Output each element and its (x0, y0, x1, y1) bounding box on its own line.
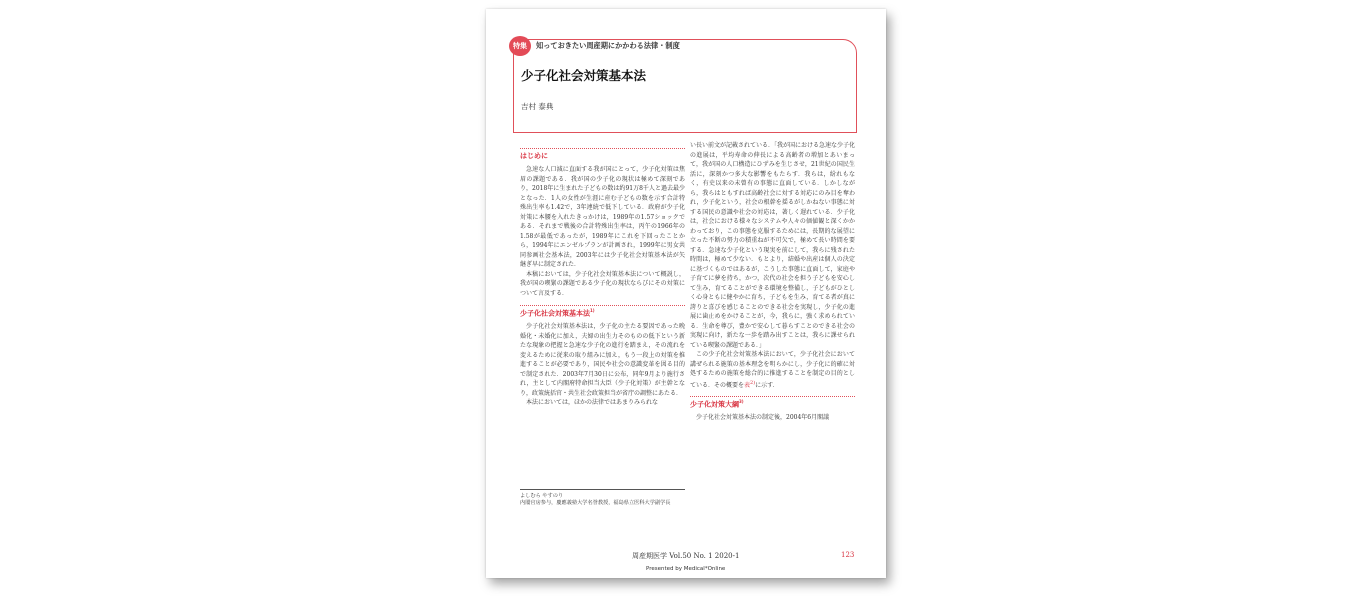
document-page (486, 9, 886, 578)
right-column (690, 141, 855, 423)
section-heading-outline: 少子化対策大綱$^{3)}$ (690, 396, 855, 409)
section-heading-intro: はじめに (520, 148, 685, 161)
title-box (513, 39, 857, 133)
paragraph: 本法においては，ほかの法律ではあまりみられな (526, 399, 659, 407)
paragraph: この少子化社会対策基本法において，少子化社会において講ぜられる施策の基本理念を明らかにし，少子化に的確に対処するための施策を総合的に推進することを制定の目的としている．その概要を表$^{2)}$に示す． (690, 351, 855, 389)
paragraph: 本稿においては，少子化社会対策基本法について概説し，我が国の喫緊の課題である少子化の現状ならびにその対策について言及する． (520, 270, 685, 297)
author-affiliation: 内閣官房参与，慶應義塾大学名誉教授，福島県立医科大学副学長 (520, 499, 671, 506)
left-column (520, 145, 685, 408)
paragraph: 急速な人口減に直面する我が国にとって，少子化対策は焦眉の課題である．我が国の少子化の現状は極めて深刻であり，2018年に生まれた子どもの数は約91万8千人と過去最少となった．1人の女性が生涯に産む子どもの数を示す合計特殊出生率も1.42で，3年連続で低下している．政府が少子化対策に本腰を入れたきっかけは，1989年の1.57ショックである．それまで戦後の合計特殊出生率は，丙午の1966年の1.58が最低であったが，1989年にこれを下回ったことから，1994年にエンゼルプランが計画され，1999年に男女共同参画社会基本法，2003年には少子化社会対策基本法が矢継ぎ早に制定された． (520, 166, 685, 268)
paragraph: 少子化社会対策基本法の制定後，2004年6月閣議 (696, 414, 830, 422)
paragraph: い長い前文が記載されている．「我が国における急速な少子化の進展は，平均寿命の伸長による高齢者の増加とあいまって，我が国の人口構造にひずみを生じさせ，21世紀の国民生活に，深刻かつ多大な影響をもたらす．我らは，紛れもなく，有史以来の未曾有の事態に直面している．しかしながら，我らはともすれば高齢社会に対する対応にのみ目を奪われ，少子化という，社会の根幹を揺るがしかねない事態に対する国民の意識や社会の対応は，著しく遅れている．少子化は，社会における様々なシステムや人々の価値観と深くかかわっており，この事態を克服するためには，長期的な展望に立った不断の努力の積重ねが不可欠で，極めて長い時間を要する．急速な少子化という現実を前にして，我らに残された時間は，極めて少ない．もとより，結婚や出産は個人の決定に基づくものではあるが，こうした事態に直面して，家庭や子育てに夢を持ち，かつ，次代の社会を担う子どもを安心して生み，育てることができる環境を整備し，子どもがひとしく心身ともに健やかに育ち，子どもを生み，育てる者が真に誇りと喜びを感じることのできる社会を実現し，少子化の進展に歯止めをかけることが，今，我らに，強く求められている．生命を尊び，豊かで安心して暮らすことのできる社会の実現に向け，新たな一歩を踏み出すことは，我らに課せられている喫緊の課題である．」 (690, 142, 856, 349)
author-reading: よしむら やすのり (520, 493, 564, 499)
article-title: 少子化社会対策基本法 (521, 68, 647, 83)
author-footnote (520, 489, 685, 506)
journal-info: 周産期医学 Vol.50 No. 1 2020-1 (632, 552, 740, 560)
page-number: 123 (841, 551, 855, 559)
author-name: 吉村 泰典 (521, 102, 554, 111)
paragraph: 少子化社会対策基本法は，少子化の主たる要因であった晩婚化・未婚化に加え，夫婦の出生力そのものの低下という新たな現象の把握と急速な少子化の進行を踏まえ，その流れを変えるために従来の取り組みに加え，もう一段上の対策を推進することが必要であり，国民や社会の意識変革を図る目的で制定された．2003年7月30日に公布，同年9月より施行され，主として内閣府特命担当大臣（少子化対策）が主幹となり，政策統括官・共生社会政策担当が省庁の調整にあたる． (520, 323, 685, 397)
table-ref-link[interactable]: 表 (744, 381, 751, 389)
presented-by: Presented by Medical*Online (646, 566, 726, 572)
feature-tag: 特集 (509, 36, 531, 56)
series-title: 知っておきたい周産期にかかわる法律・制度 (536, 41, 680, 50)
section-heading-law: 少子化社会対策基本法$^{1)}$ (520, 305, 685, 318)
